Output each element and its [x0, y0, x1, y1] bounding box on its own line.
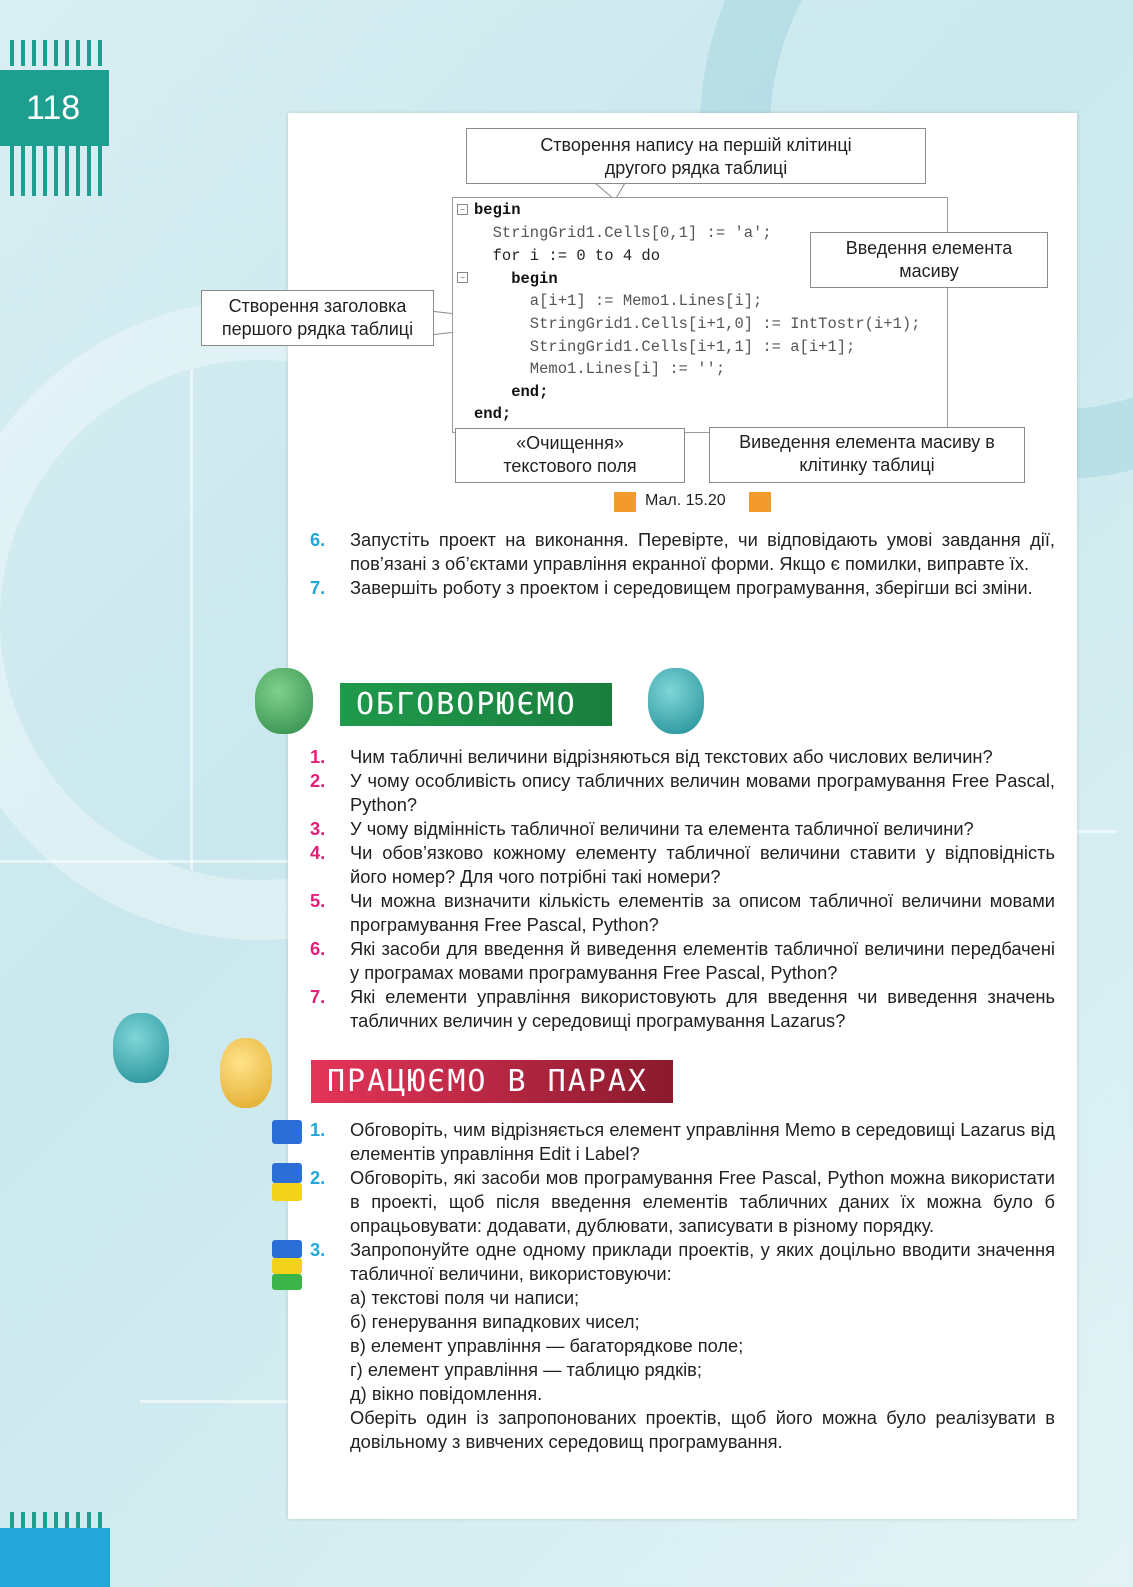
steps-list — [310, 528, 1055, 600]
callout-right: Введення елемента масиву — [810, 232, 1048, 288]
page-number: 118 — [0, 70, 109, 146]
sub-item: д) вікно повідомлення. — [350, 1383, 543, 1404]
list-item — [310, 745, 1055, 769]
item-text: Обговоріть, які засоби мов програмування Free Pascal, Python можна використати в проекті, щоб після введення елементів табличних даних їх можна було б опрацьовувати: додавати, дублювати, записувати в різному порядку. — [350, 1167, 1055, 1236]
item-number: 2. — [310, 1167, 326, 1188]
list-item — [310, 576, 1055, 600]
item-text: Які елементи управління використовують для введення чи виведення значень табличних величин у середовищі програмування Lazarus? — [350, 986, 1055, 1031]
list-item — [310, 841, 1055, 889]
final-paragraph: Оберіть один із запропонованих проектів, щоб його можна було реалізувати в довільному з вивчених середовищ програмування. — [350, 1407, 1055, 1452]
fold-marker[interactable]: − — [457, 272, 468, 283]
item-text: Чи обов’язково кожному елементу табличної величини ставити у відповідність його номер? Для чого потрібні такі номери? — [350, 842, 1055, 887]
item-text: Які засоби для введення й виведення елементів табличної величини передбачені у програмах мовами програмування Free Pascal, Python? — [350, 938, 1055, 983]
item-text: Запустіть проект на виконання. Перевірте, чи відповідають умові завдання дії, пов’язані з об’єктами управління екранної форми. Якщо є помилки, виправте їх. — [350, 529, 1055, 574]
list-item — [310, 1238, 1055, 1286]
code-line: Memo1.Lines[i] := ''; — [474, 360, 726, 378]
list-item — [310, 769, 1055, 817]
code-line: end; — [474, 405, 512, 423]
lego-brick-icon — [272, 1120, 302, 1144]
list-item — [310, 889, 1055, 937]
footer-tab — [0, 1528, 110, 1587]
sub-item: г) елемент управління — таблицю рядків; — [350, 1359, 702, 1380]
item-number: 6. — [310, 938, 326, 959]
sub-item: б) генерування випадкових чисел; — [350, 1311, 640, 1332]
list-item — [310, 937, 1055, 985]
callout-left: Створення заголовка першого рядка таблиці — [201, 290, 434, 346]
lego-brick-icon — [272, 1163, 302, 1183]
code-line: begin — [474, 270, 558, 288]
list-item — [310, 528, 1055, 576]
discuss-list — [310, 745, 1055, 1033]
item-number: 7. — [310, 986, 326, 1007]
list-item — [310, 985, 1055, 1033]
code-line: end; — [474, 383, 549, 401]
robot-yellow-pair — [220, 1038, 272, 1108]
caption-square — [614, 492, 636, 512]
item-number: 3. — [310, 818, 326, 839]
item-number: 4. — [310, 842, 326, 863]
pairs-banner: ПРАЦЮЄМО В ПАРАХ — [311, 1060, 673, 1103]
robot-green — [255, 668, 313, 734]
code-line: StringGrid1.Cells[0,1] := 'a'; — [474, 224, 772, 242]
robot-teal-pair — [113, 1013, 169, 1083]
list-item — [310, 1166, 1055, 1238]
item-text: Запропонуйте одне одному приклади проектів, у яких доцільно вводити значення табличної величини, використовуючи: — [350, 1239, 1055, 1284]
item-text: Чим табличні величини відрізняються від текстових або числових величин? — [350, 746, 993, 767]
code-line: begin — [474, 201, 521, 219]
lego-brick-icon — [272, 1183, 302, 1201]
code-line: a[i+1] := Memo1.Lines[i]; — [474, 292, 763, 310]
callout-bottom-left: «Очищення» текстового поля — [455, 428, 685, 483]
item-text: Обговоріть, чим відрізняється елемент управління Memo в середовищі Lazarus від елементів управління Edit і Label? — [350, 1119, 1055, 1164]
fold-marker[interactable]: − — [457, 204, 468, 215]
circuit-line — [140, 1400, 288, 1403]
lego-brick-icon — [272, 1240, 302, 1258]
item-number: 2. — [310, 770, 326, 791]
lego-brick-icon — [272, 1258, 302, 1274]
item-number: 6. — [310, 529, 326, 550]
item-text: У чому особливість опису табличних величин мовами програмування Free Pascal, Python? — [350, 770, 1055, 815]
code-line: StringGrid1.Cells[i+1,0] := IntTostr(i+1); — [474, 315, 921, 333]
lego-brick-icon — [272, 1274, 302, 1290]
item-number: 3. — [310, 1239, 326, 1260]
sub-item: а) текстові поля чи написи; — [350, 1287, 580, 1308]
circuit-line — [0, 860, 288, 863]
caption-square — [749, 492, 771, 512]
item-number: 1. — [310, 1119, 326, 1140]
item-text: Чи можна визначити кількість елементів за описом табличної величини мовами програмування Free Pascal, Python? — [350, 890, 1055, 935]
pairs-list — [310, 1118, 1055, 1454]
sub-item: в) елемент управління — багаторядкове поле; — [350, 1335, 744, 1356]
callout-bottom-right: Виведення елемента масиву в клітинку таблиці — [709, 427, 1025, 483]
item-text: Завершіть роботу з проектом і середовищем програмування, зберігши всі зміни. — [350, 577, 1033, 598]
list-item — [310, 1118, 1055, 1166]
robot-teal — [648, 668, 704, 734]
circuit-line — [1077, 830, 1117, 833]
list-item — [310, 817, 1055, 841]
item-text: У чому відмінність табличної величини та елемента табличної величини? — [350, 818, 974, 839]
item-number: 5. — [310, 890, 326, 911]
callout-top: Створення напису на першій клітинці другого рядка таблиці — [466, 128, 926, 184]
item-number: 1. — [310, 746, 326, 767]
code-line: StringGrid1.Cells[i+1,1] := a[i+1]; — [474, 338, 856, 356]
code-line: for i := 0 to 4 do — [474, 247, 661, 265]
discuss-banner: ОБГОВОРЮЄМО — [340, 683, 612, 726]
figure-caption: Мал. 15.20 — [645, 492, 726, 509]
item-number: 7. — [310, 577, 326, 598]
